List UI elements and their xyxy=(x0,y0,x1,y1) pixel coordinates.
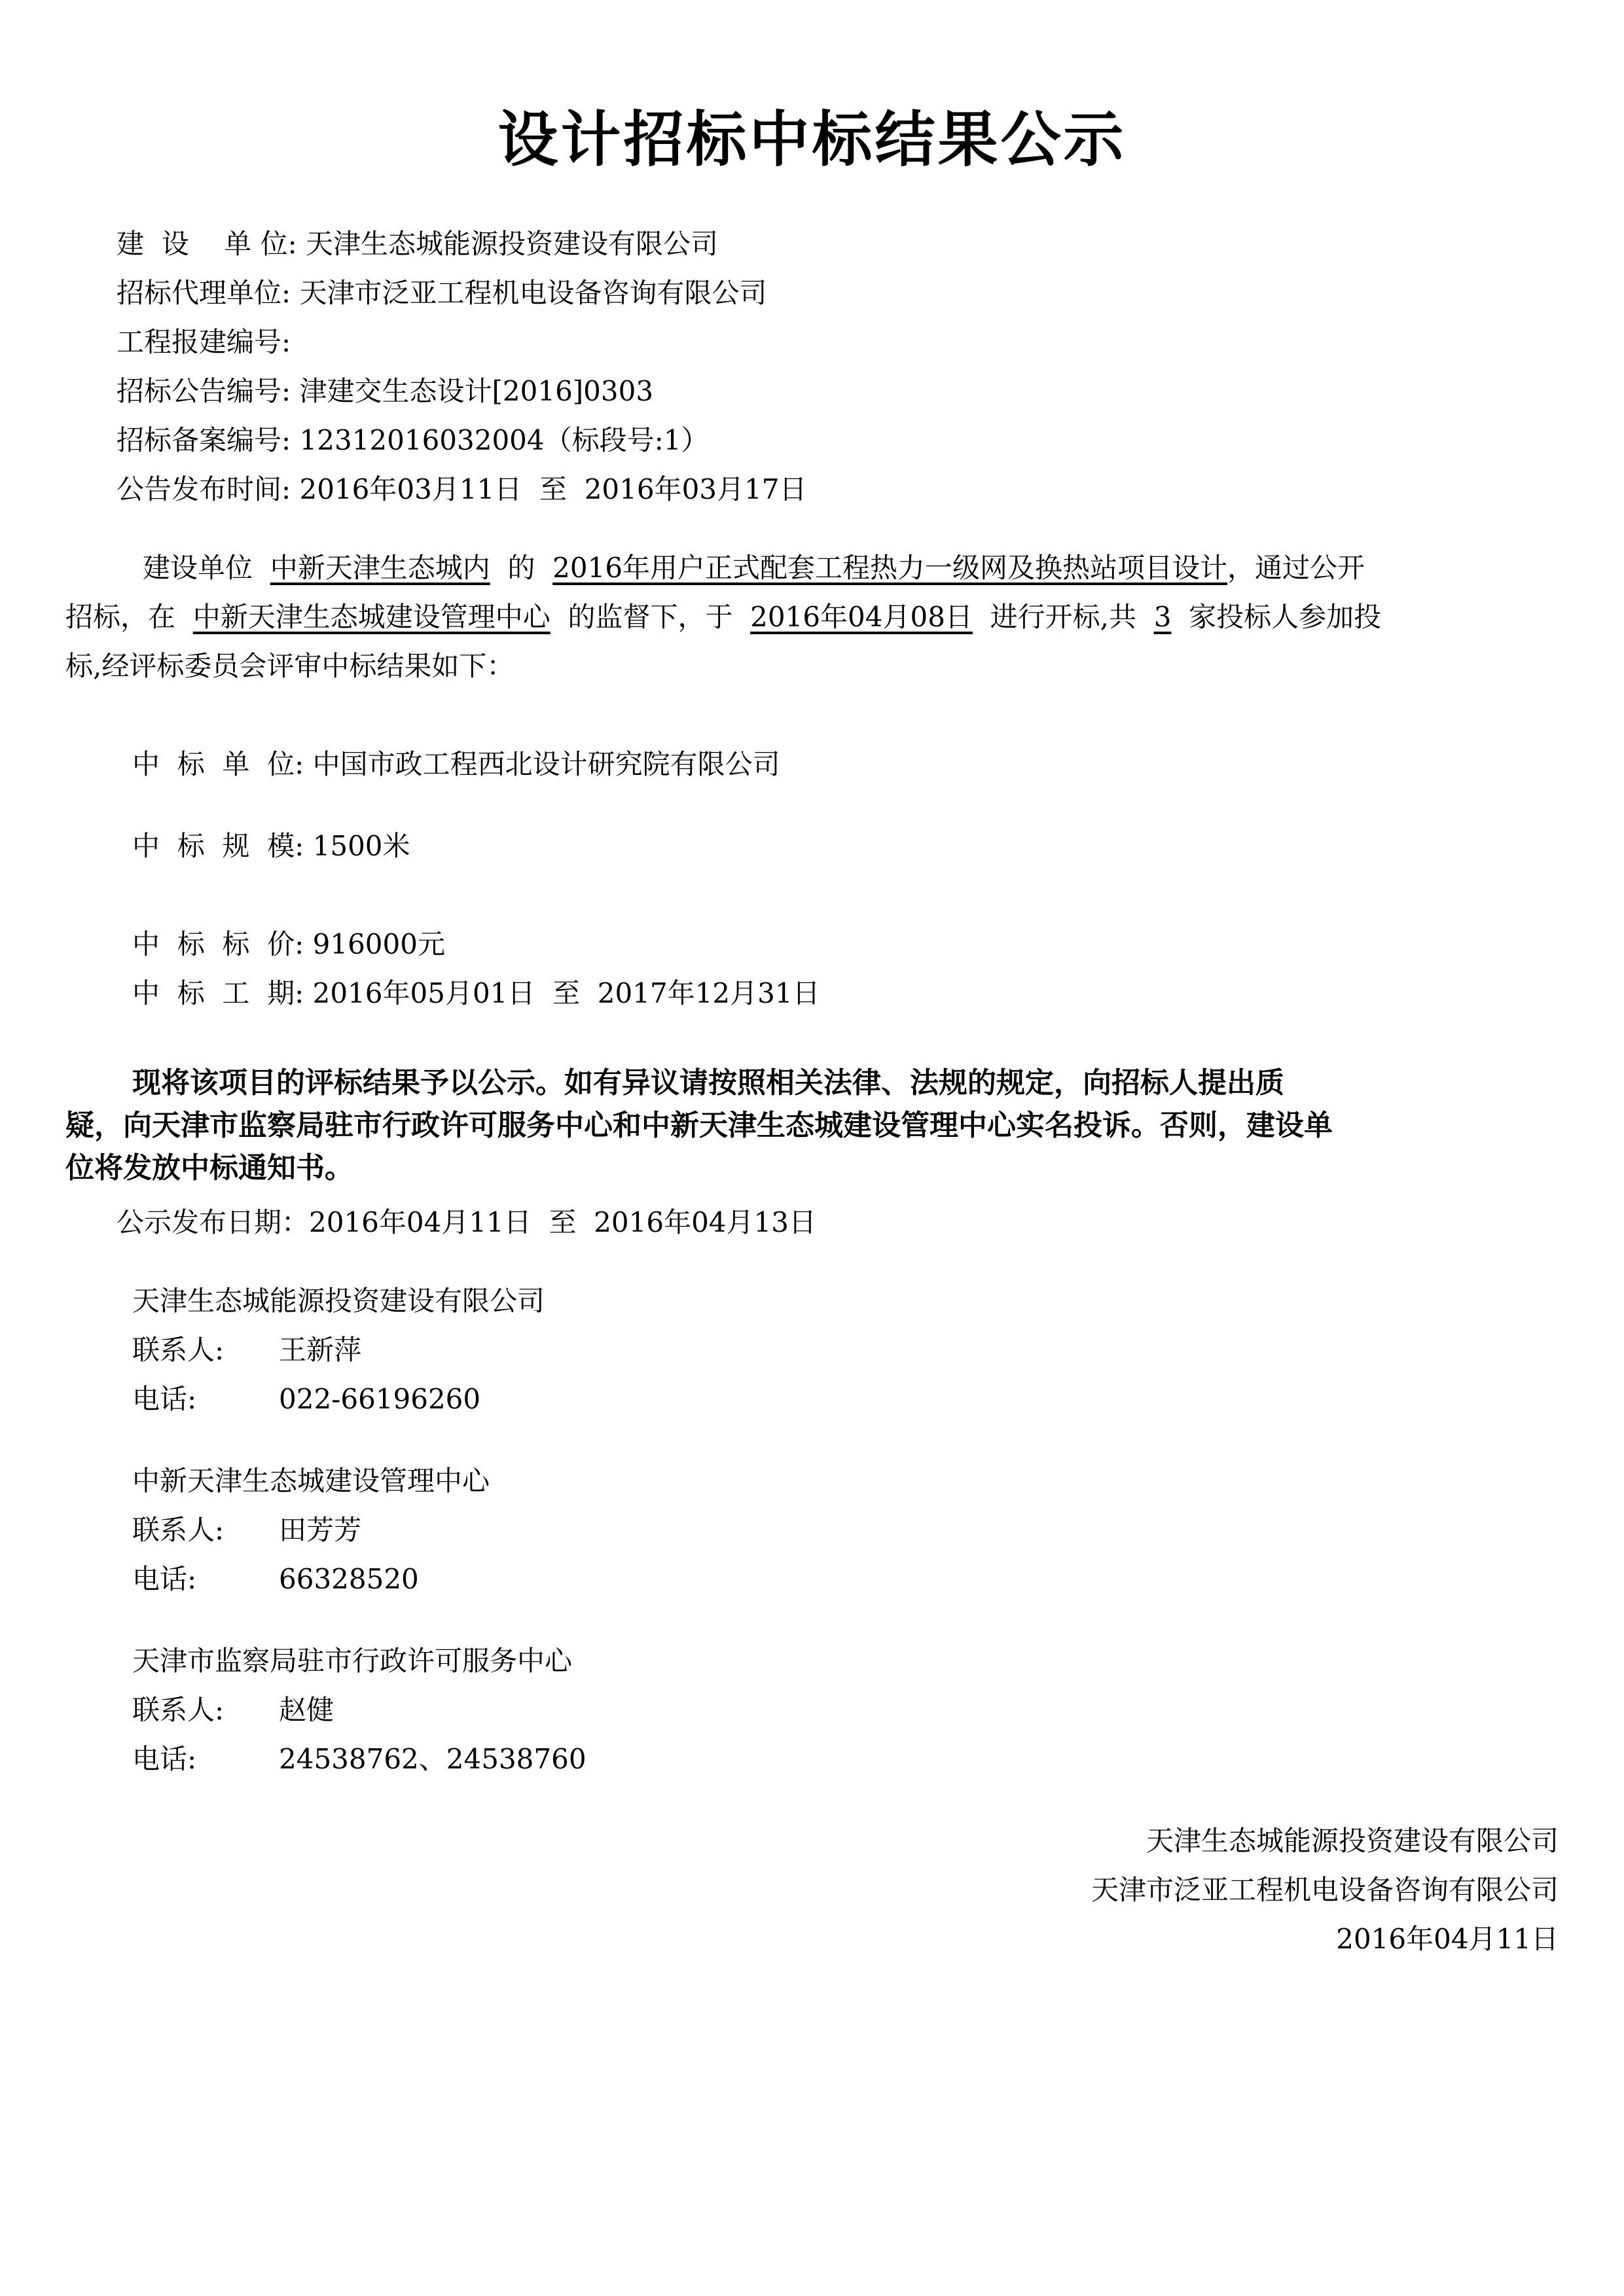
info-label: 公告发布时间: xyxy=(117,473,291,505)
contact-org: 天津生态城能源投资建设有限公司 xyxy=(132,1285,545,1317)
intro-project: 2016年用户正式配套工程热力一级网及换热站项目设计 xyxy=(552,552,1228,584)
info-value: 12312016032004（标段号:1） xyxy=(299,424,709,456)
info-value: 2016年03月11日 至 2016年03月17日 xyxy=(299,473,807,505)
info-row-filing-number xyxy=(117,424,709,457)
info-row-notice-period xyxy=(117,473,806,506)
result-label: 中 标 标 价: xyxy=(132,928,304,960)
contact-person-label: 联系人: xyxy=(132,1334,225,1366)
result-value: 1500米 xyxy=(312,830,410,862)
contact-phone: 66328520 xyxy=(279,1563,419,1595)
info-row-agent xyxy=(117,277,767,310)
notice-line-3: 位将发放中标通知书。 xyxy=(65,1151,353,1185)
contact-person-label: 联系人: xyxy=(132,1514,225,1546)
intro-open-date: 2016年04月08日 xyxy=(750,601,973,633)
intro-text: 建设单位 xyxy=(143,552,253,584)
result-value: 916000元 xyxy=(312,928,445,960)
info-value: 天津市泛亚工程机电设备咨询有限公司 xyxy=(299,277,767,309)
intro-owner: 中新天津生态城内 xyxy=(270,552,490,584)
intro-text: ，通过公开 xyxy=(1227,552,1365,584)
result-value: 2016年05月01日 至 2017年12月31日 xyxy=(312,977,820,1009)
page-title: 设计招标中标结果公示 xyxy=(497,105,1127,175)
info-label: 招标公告编号: xyxy=(117,375,291,407)
intro-line-3 xyxy=(65,650,514,683)
contact-person: 赵健 xyxy=(279,1694,334,1726)
contact-phone: 022-66196260 xyxy=(279,1383,481,1415)
info-row-project-number xyxy=(117,326,291,359)
result-row-scale xyxy=(132,830,410,863)
info-value: 津建交生态设计[2016]0303 xyxy=(299,375,654,407)
result-row-price xyxy=(132,928,445,961)
result-label: 中 标 规 模: xyxy=(132,830,304,862)
contact-phone-row xyxy=(132,1743,586,1776)
result-label: 中 标 工 期: xyxy=(132,977,304,1009)
contact-org: 天津市监察局驻市行政许可服务中心 xyxy=(132,1645,573,1677)
intro-text: 招标，在 xyxy=(65,601,176,633)
intro-line-2 xyxy=(65,601,1381,634)
contact-phone-label: 电话: xyxy=(132,1563,197,1595)
contact-phone-row xyxy=(132,1383,480,1416)
intro-text: 家投标人参加投 xyxy=(1189,601,1382,633)
intro-text: 的监督下，于 xyxy=(568,601,733,633)
contact-person: 田芳芳 xyxy=(279,1514,362,1546)
intro-text: 标,经评标委员会评审中标结果如下： xyxy=(65,650,514,682)
contact-phone: 24538762、24538760 xyxy=(279,1743,586,1775)
intro-bidder-count: 3 xyxy=(1153,601,1172,633)
info-label: 建 设 单 位: xyxy=(117,228,297,260)
info-label: 招标代理单位: xyxy=(117,277,291,309)
publish-period: 公示发布日期：2016年04月11日 至 2016年04月13日 xyxy=(117,1206,816,1238)
contact-person: 王新萍 xyxy=(279,1334,362,1366)
signature-org-1: 天津生态城能源投资建设有限公司 xyxy=(1146,1825,1559,1857)
contact-person-row xyxy=(132,1694,334,1727)
result-value: 中国市政工程西北设计研究院有限公司 xyxy=(312,748,780,780)
info-label: 招标备案编号: xyxy=(117,424,291,456)
signature-date: 2016年04月11日 xyxy=(1336,1923,1559,1955)
result-row-winner xyxy=(132,748,780,781)
result-label: 中 标 单 位: xyxy=(132,748,304,780)
info-row-builder xyxy=(117,228,718,260)
info-label: 工程报建编号: xyxy=(117,326,291,358)
intro-text: 进行开标,共 xyxy=(990,601,1136,633)
intro-supervisor: 中新天津生态城建设管理中心 xyxy=(192,601,550,633)
info-row-notice-number xyxy=(117,375,653,408)
contact-org: 中新天津生态城建设管理中心 xyxy=(132,1465,490,1497)
contact-person-label: 联系人: xyxy=(132,1694,225,1726)
contact-phone-row xyxy=(132,1563,419,1596)
contact-phone-label: 电话: xyxy=(132,1383,197,1415)
signature-org-2: 天津市泛亚工程机电设备咨询有限公司 xyxy=(1091,1874,1559,1906)
contact-person-row xyxy=(132,1334,361,1367)
info-value: 天津生态城能源投资建设有限公司 xyxy=(305,228,718,260)
intro-text: 的 xyxy=(507,552,535,584)
intro-line-1 xyxy=(143,552,1365,584)
notice-line-1: 现将该项目的评标结果予以公示。如有异议请按照相关法律、法规的规定，向招标人提出质 xyxy=(132,1066,1284,1100)
contact-phone-label: 电话: xyxy=(132,1743,197,1775)
result-row-period xyxy=(132,977,820,1010)
contact-person-row xyxy=(132,1514,361,1547)
notice-line-2: 疑，向天津市监察局驻市行政许可服务中心和中新天津生态城建设管理中心实名投诉。否则，建设单 xyxy=(65,1109,1333,1142)
